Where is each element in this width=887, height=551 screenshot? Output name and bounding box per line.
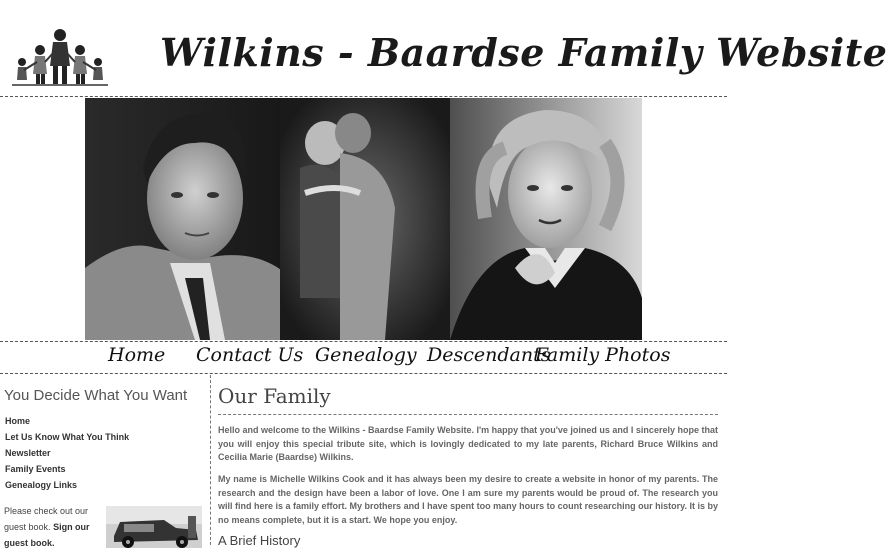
sidebar-link-feedback[interactable]: Let Us Know What You Think — [5, 432, 130, 442]
nav-family-photos[interactable]: Family Photos — [535, 344, 671, 366]
sidebar-link-family-events[interactable]: Family Events — [5, 464, 66, 474]
nav-contact-us[interactable]: Contact Us — [196, 344, 304, 366]
sidebar-link-genealogy-links[interactable]: Genealogy Links — [5, 480, 78, 490]
vintage-car-photo — [106, 506, 202, 548]
header-divider — [0, 96, 727, 97]
page-title: Our Family — [218, 384, 331, 408]
sidebar-link-home[interactable]: Home — [5, 416, 31, 426]
sidebar — [0, 375, 209, 548]
heading-divider — [218, 414, 718, 415]
nav-home[interactable]: Home — [108, 344, 166, 366]
site-header — [0, 0, 887, 96]
guestbook-text: Please check out our guest book. — [4, 506, 89, 532]
welcome-paragraph: Hello and welcome to the Wilkins - Baardse Family Website. I'm happy that you've joined us and I sincerely hope that you will enjoy this special tribute site, which is lovingly dedicated to my late parents, Richard Bruce Wilkins and Cecilia Marie (Baardse) Wilkins. — [218, 425, 718, 462]
sidebar-title: You Decide What You Want — [4, 387, 188, 404]
site-title: Wilkins - Baardse Family Website — [160, 30, 887, 75]
intro-paragraph: My name is Michelle Wilkins Cook and it has always been my desire to create a website in honor of my parents. The research and the design have been a labor of love. One I am sure my parents would be proud of. The research you will find here is a family effort. My brothers and I have spent too many hours to count researching our history. It is by no means complete, but it is a start. We hope you enjoy. — [218, 474, 718, 525]
column-divider — [210, 375, 211, 545]
main-navigation — [0, 342, 727, 372]
guestbook-blurb — [4, 503, 92, 551]
family-silhouette-icon — [10, 22, 110, 92]
family-banner-image — [85, 98, 642, 340]
main-content — [218, 375, 720, 548]
nav-divider — [0, 373, 727, 374]
section-heading: A Brief History — [218, 533, 301, 548]
nav-genealogy[interactable]: Genealogy — [315, 344, 417, 366]
nav-descendants[interactable]: Descendants — [427, 344, 551, 366]
sidebar-link-newsletter[interactable]: Newsletter — [5, 448, 51, 458]
guestbook-link[interactable]: Sign our guest book. — [4, 522, 90, 548]
